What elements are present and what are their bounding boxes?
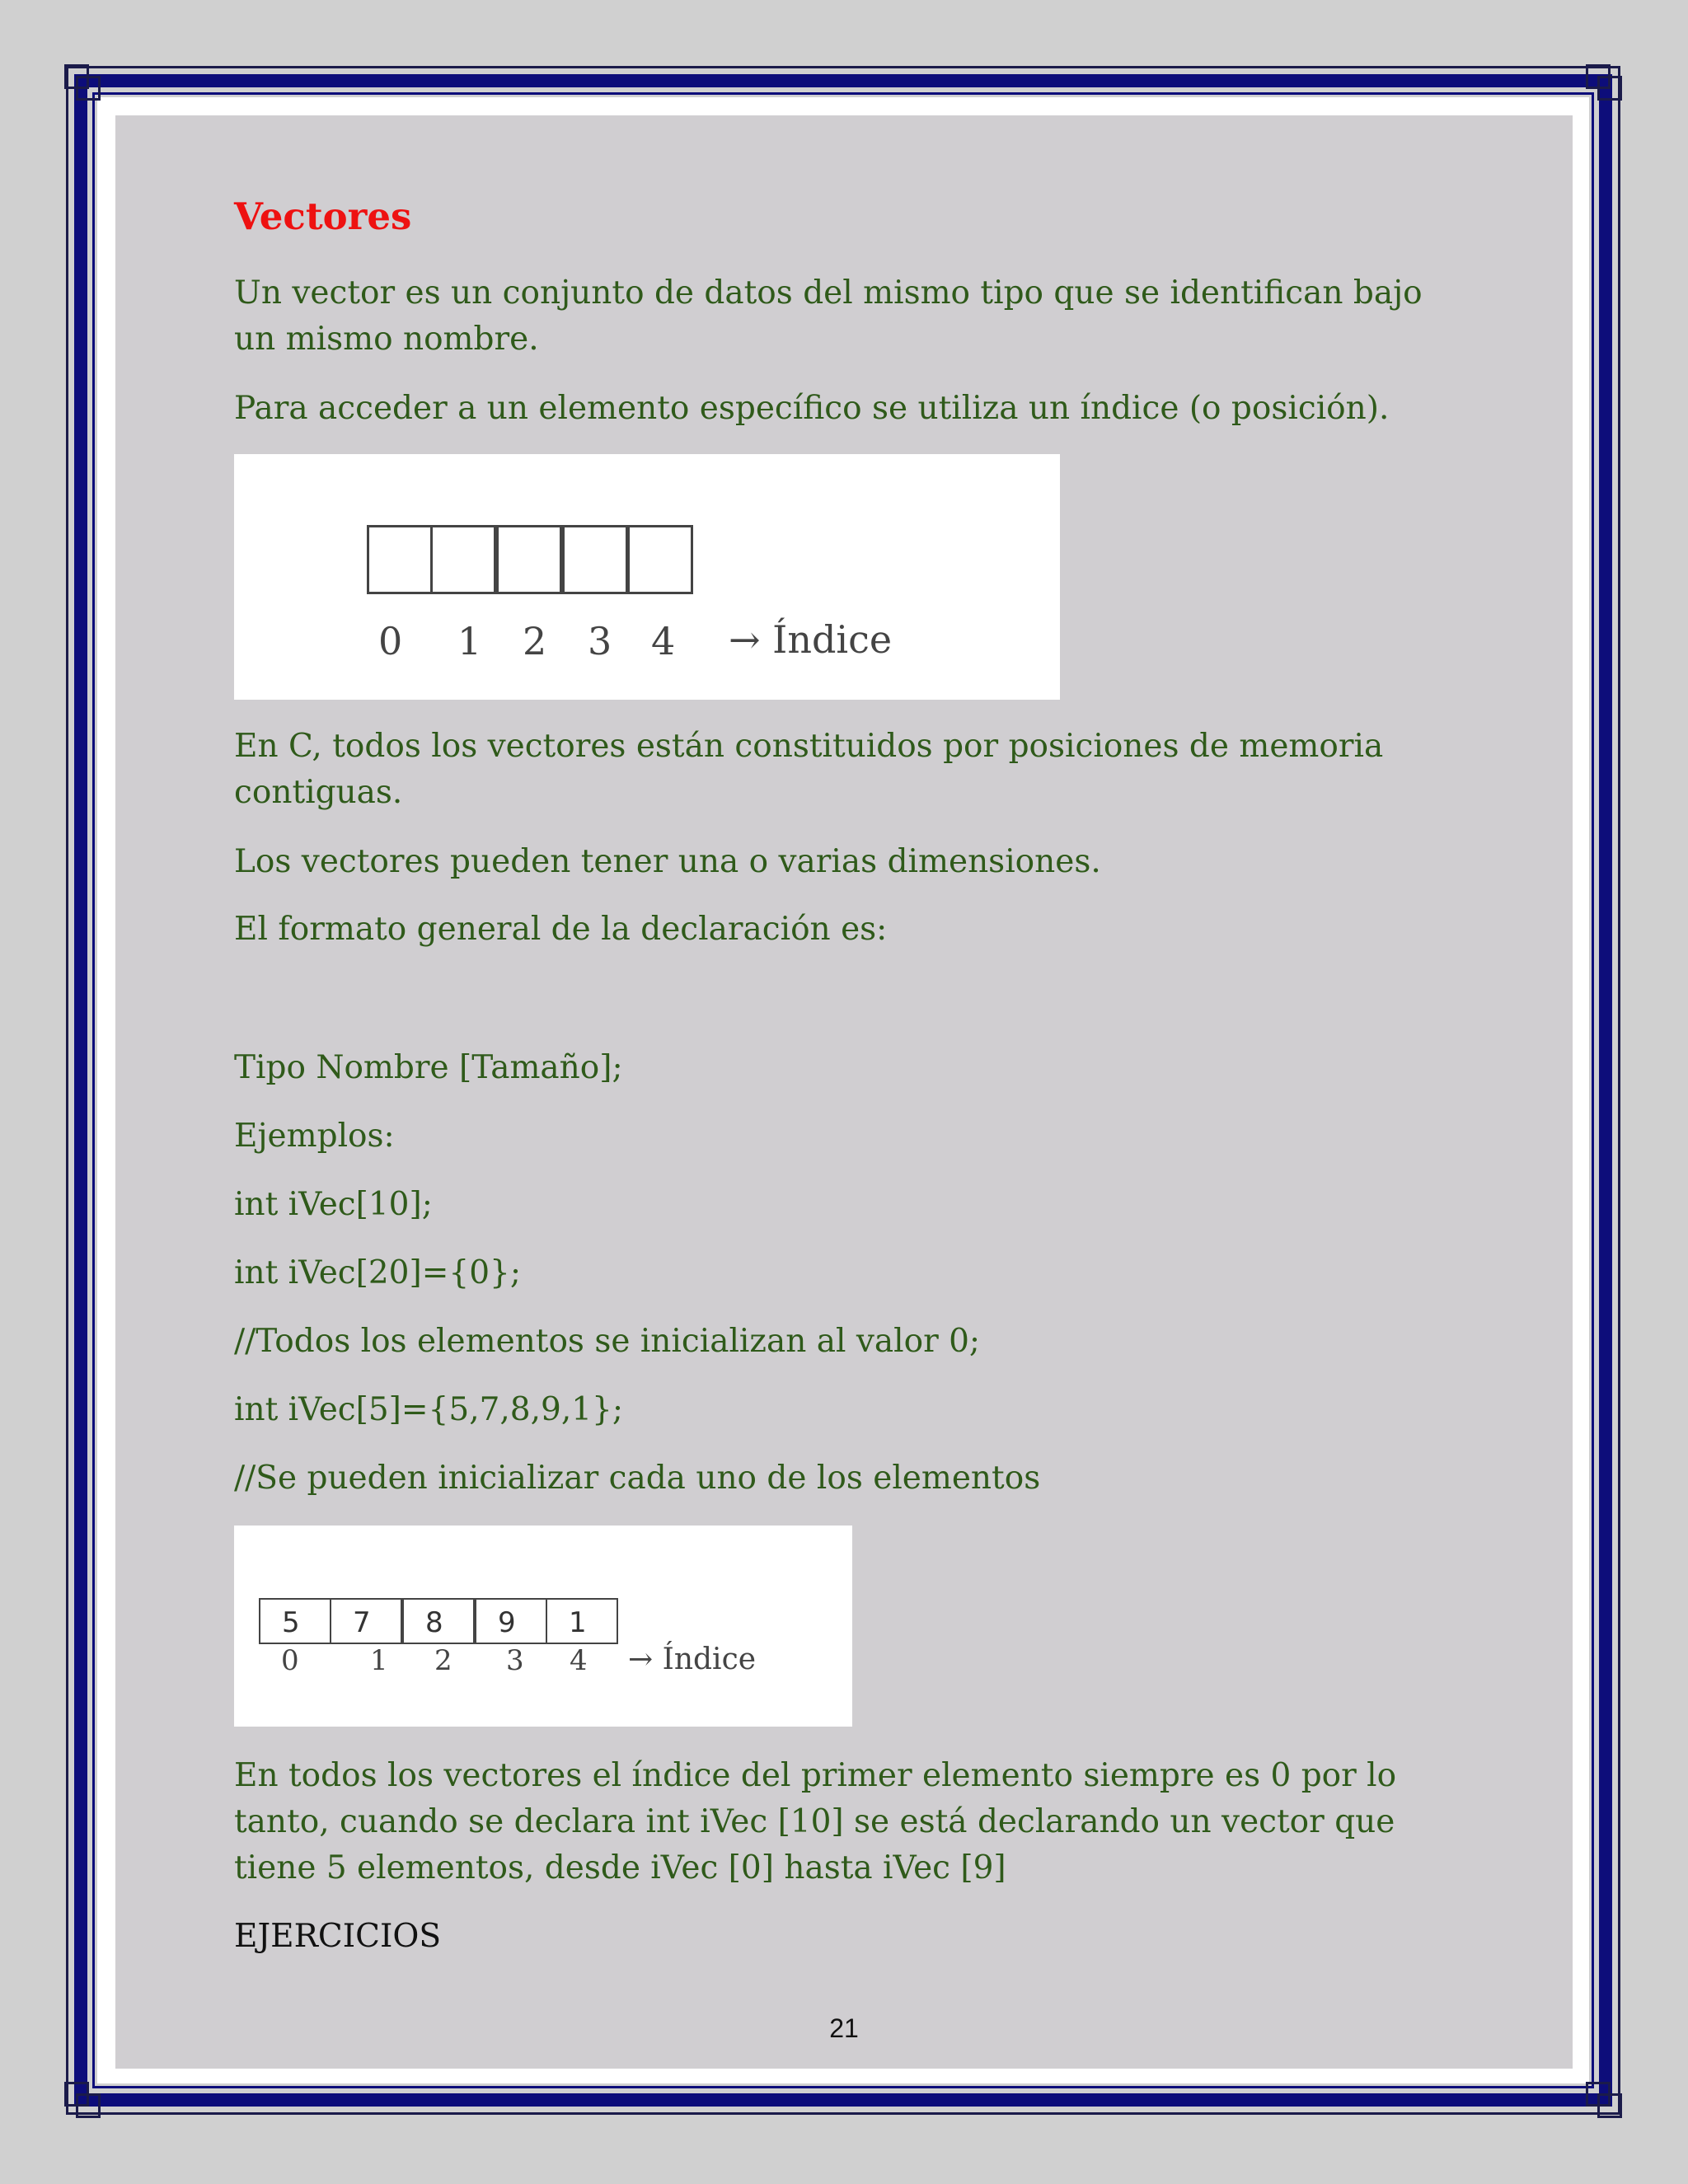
example-3: int iVec[5]={5,7,8,9,1};: [234, 1391, 623, 1428]
paragraph-3-line-1: En C, todos los vectores están constituidos por posiciones de memoria: [234, 728, 1384, 765]
comment-1: //Todos los elementos se inicializan al valor 0;: [234, 1323, 981, 1360]
paragraph-13-line-2: tanto, cuando se declara int iVec [10] se está declarando un vector que: [234, 1803, 1395, 1840]
example-2: int iVec[20]={0};: [234, 1254, 521, 1291]
index-label: 0: [378, 619, 403, 663]
comment-2: //Se pueden inicializar cada uno de los elementos: [234, 1460, 1041, 1497]
vector-cell: 9: [475, 1598, 547, 1644]
index-arrow-label: → Índice: [729, 617, 893, 662]
example-1: int iVec[10];: [234, 1186, 433, 1223]
page-number: 21: [829, 2013, 859, 2043]
index-arrow-label: → Índice: [628, 1643, 757, 1676]
vector-cell: 7: [330, 1598, 402, 1644]
index-label: 1: [457, 619, 482, 663]
paragraph-2: Para acceder a un elemento específico se utiliza un índice (o posición).: [234, 390, 1390, 427]
corner-ornament-bottom-right: [1586, 2082, 1622, 2118]
paragraph-3-line-2: contiguas.: [234, 774, 403, 811]
paragraph-1-line-2: un mismo nombre.: [234, 321, 539, 358]
paragraph-13-line-1: En todos los vectores el índice del primer elemento siempre es 0 por lo: [234, 1757, 1397, 1794]
vector-cell: 8: [402, 1598, 475, 1644]
examples-heading: Ejemplos:: [234, 1118, 395, 1155]
index-label: 4: [651, 619, 676, 663]
paragraph-5: El formato general de la declaración es:: [234, 911, 888, 948]
index-label: 3: [588, 619, 612, 663]
vector-cell: [562, 525, 628, 594]
vector-cell: [496, 525, 562, 594]
corner-ornament-bottom-left: [64, 2082, 101, 2118]
index-label: 3: [506, 1644, 524, 1677]
corner-ornament-top-right: [1586, 64, 1622, 101]
vector-cell: 1: [546, 1598, 618, 1644]
declaration-format: Tipo Nombre [Tamaño];: [234, 1049, 623, 1086]
vector-diagram-empty: [234, 454, 1060, 700]
exercises-heading: EJERCICIOS: [234, 1918, 442, 1955]
vector-cell: [430, 525, 496, 594]
paragraph-1-line-1: Un vector es un conjunto de datos del mismo tipo que se identifican bajo: [234, 274, 1423, 312]
index-label: 1: [370, 1644, 388, 1677]
index-label: 2: [434, 1644, 452, 1677]
corner-ornament-top-left: [64, 64, 101, 101]
vector-cell: [627, 525, 693, 594]
vector-diagram-initialized: [234, 1526, 852, 1727]
index-label: 0: [281, 1644, 299, 1677]
vector-cell: 5: [259, 1598, 331, 1644]
index-label: 2: [523, 619, 547, 663]
section-title: Vectores: [234, 194, 412, 238]
index-label: 4: [570, 1644, 588, 1677]
paragraph-13-line-3: tiene 5 elementos, desde iVec [0] hasta iVec [9]: [234, 1849, 1006, 1886]
paragraph-4: Los vectores pueden tener una o varias dimensiones.: [234, 843, 1101, 880]
vector-cell: [367, 525, 433, 594]
